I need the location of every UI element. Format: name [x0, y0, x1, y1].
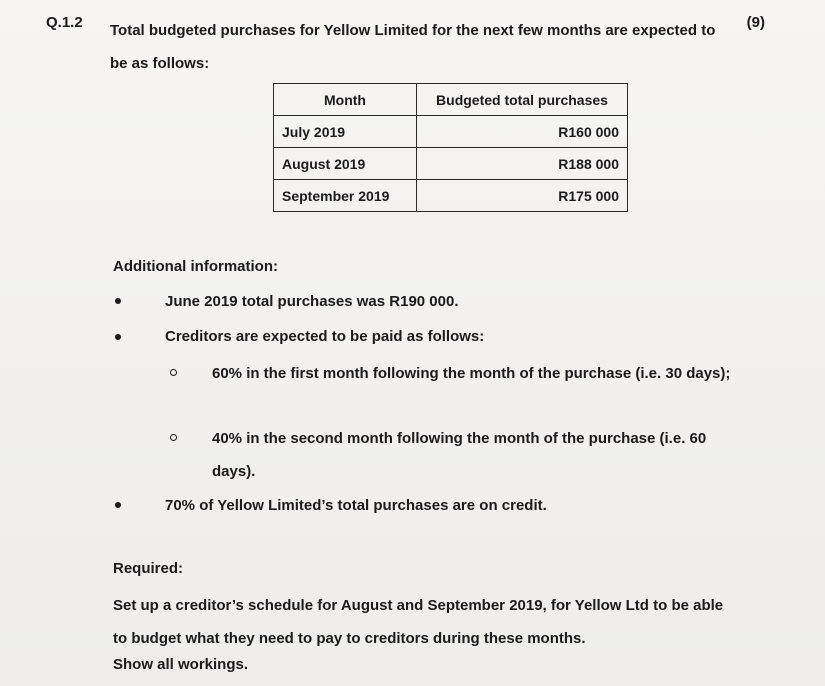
row-amount: R160 000 — [417, 116, 628, 148]
row-month: September 2019 — [274, 180, 417, 212]
question-number: Q.1.2 — [46, 14, 83, 31]
bullet-june-purchases: June 2019 total purchases was R190 000. — [165, 293, 459, 310]
row-month: July 2019 — [274, 116, 417, 148]
bullet-credit-purchases: 70% of Yellow Limited’s total purchases are on credit. — [165, 497, 547, 514]
bullet-creditors-payment: Creditors are expected to be paid as follows: — [165, 328, 485, 345]
bullet-dot-icon — [115, 298, 121, 304]
table-row — [274, 148, 628, 180]
sub-bullet-second-month: 40% in the second month following the month of the purchase (i.e. 60 days). — [212, 430, 707, 480]
budgeted-purchases-table — [273, 83, 628, 212]
show-workings: Show all workings. — [113, 656, 249, 673]
bullet-dot-icon — [115, 502, 121, 508]
row-month: August 2019 — [274, 148, 417, 180]
additional-info-heading: Additional information: — [113, 258, 278, 275]
table-row — [274, 116, 628, 148]
header-budgeted-purchases: Budgeted total purchases — [417, 84, 628, 116]
question-intro: Total budgeted purchases for Yellow Limited for the next few months are expected to be as follows: — [110, 22, 716, 72]
sub-bullet-first-month: 60% in the first month following the month of the purchase (i.e. 30 days); — [212, 365, 731, 382]
required-heading: Required: — [113, 560, 184, 577]
row-amount: R188 000 — [417, 148, 628, 180]
sub-bullet-circle-icon — [170, 369, 177, 376]
header-month: Month — [274, 84, 417, 116]
required-text: Set up a creditor’s schedule for August and September 2019, for Yellow Ltd to be able to budget what they need to pay to creditors during these months. — [113, 597, 724, 647]
bullet-dot-icon — [115, 334, 121, 340]
sub-bullet-circle-icon — [170, 434, 177, 441]
question-marks: (9) — [746, 14, 765, 31]
table-header-row — [274, 84, 628, 116]
row-amount: R175 000 — [417, 180, 628, 212]
table-row — [274, 180, 628, 212]
